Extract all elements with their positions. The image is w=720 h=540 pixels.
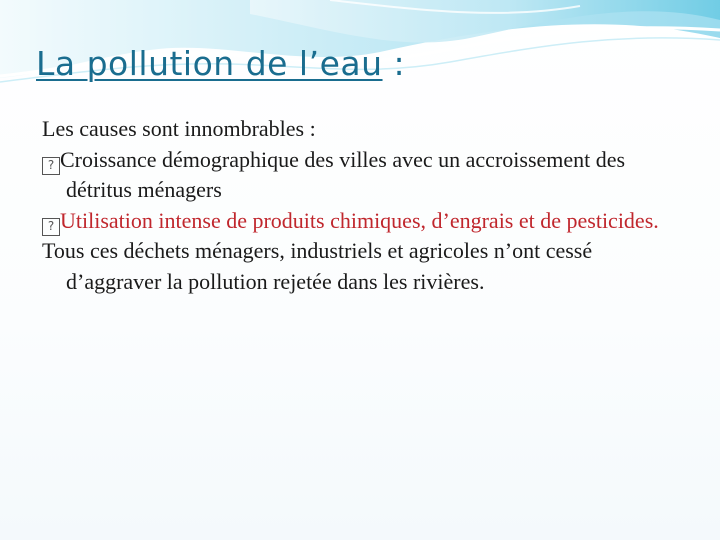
missing-glyph-bullet-icon: ?	[42, 218, 60, 236]
bullet-item	[42, 145, 692, 206]
missing-glyph-bullet-icon: ?	[42, 157, 60, 175]
bullet-text: Croissance démographique des villes avec un accroissement des détritus ménagers	[60, 146, 626, 202]
page-title-main: La pollution de l’eau	[36, 44, 383, 83]
conclusion-text: Tous ces déchets ménagers, industriels et agricoles n’ont cessé d’aggraver la pollution rejetée dans les rivières.	[42, 238, 593, 294]
bullet-item	[42, 206, 692, 237]
slide-body	[42, 114, 692, 297]
page-title	[36, 44, 405, 83]
intro-text: Les causes sont innombrables :	[42, 116, 316, 141]
page-title-colon: :	[382, 44, 406, 83]
bullet-text: Utilisation intense de produits chimiques, d’engrais et de pesticides.	[60, 207, 659, 233]
